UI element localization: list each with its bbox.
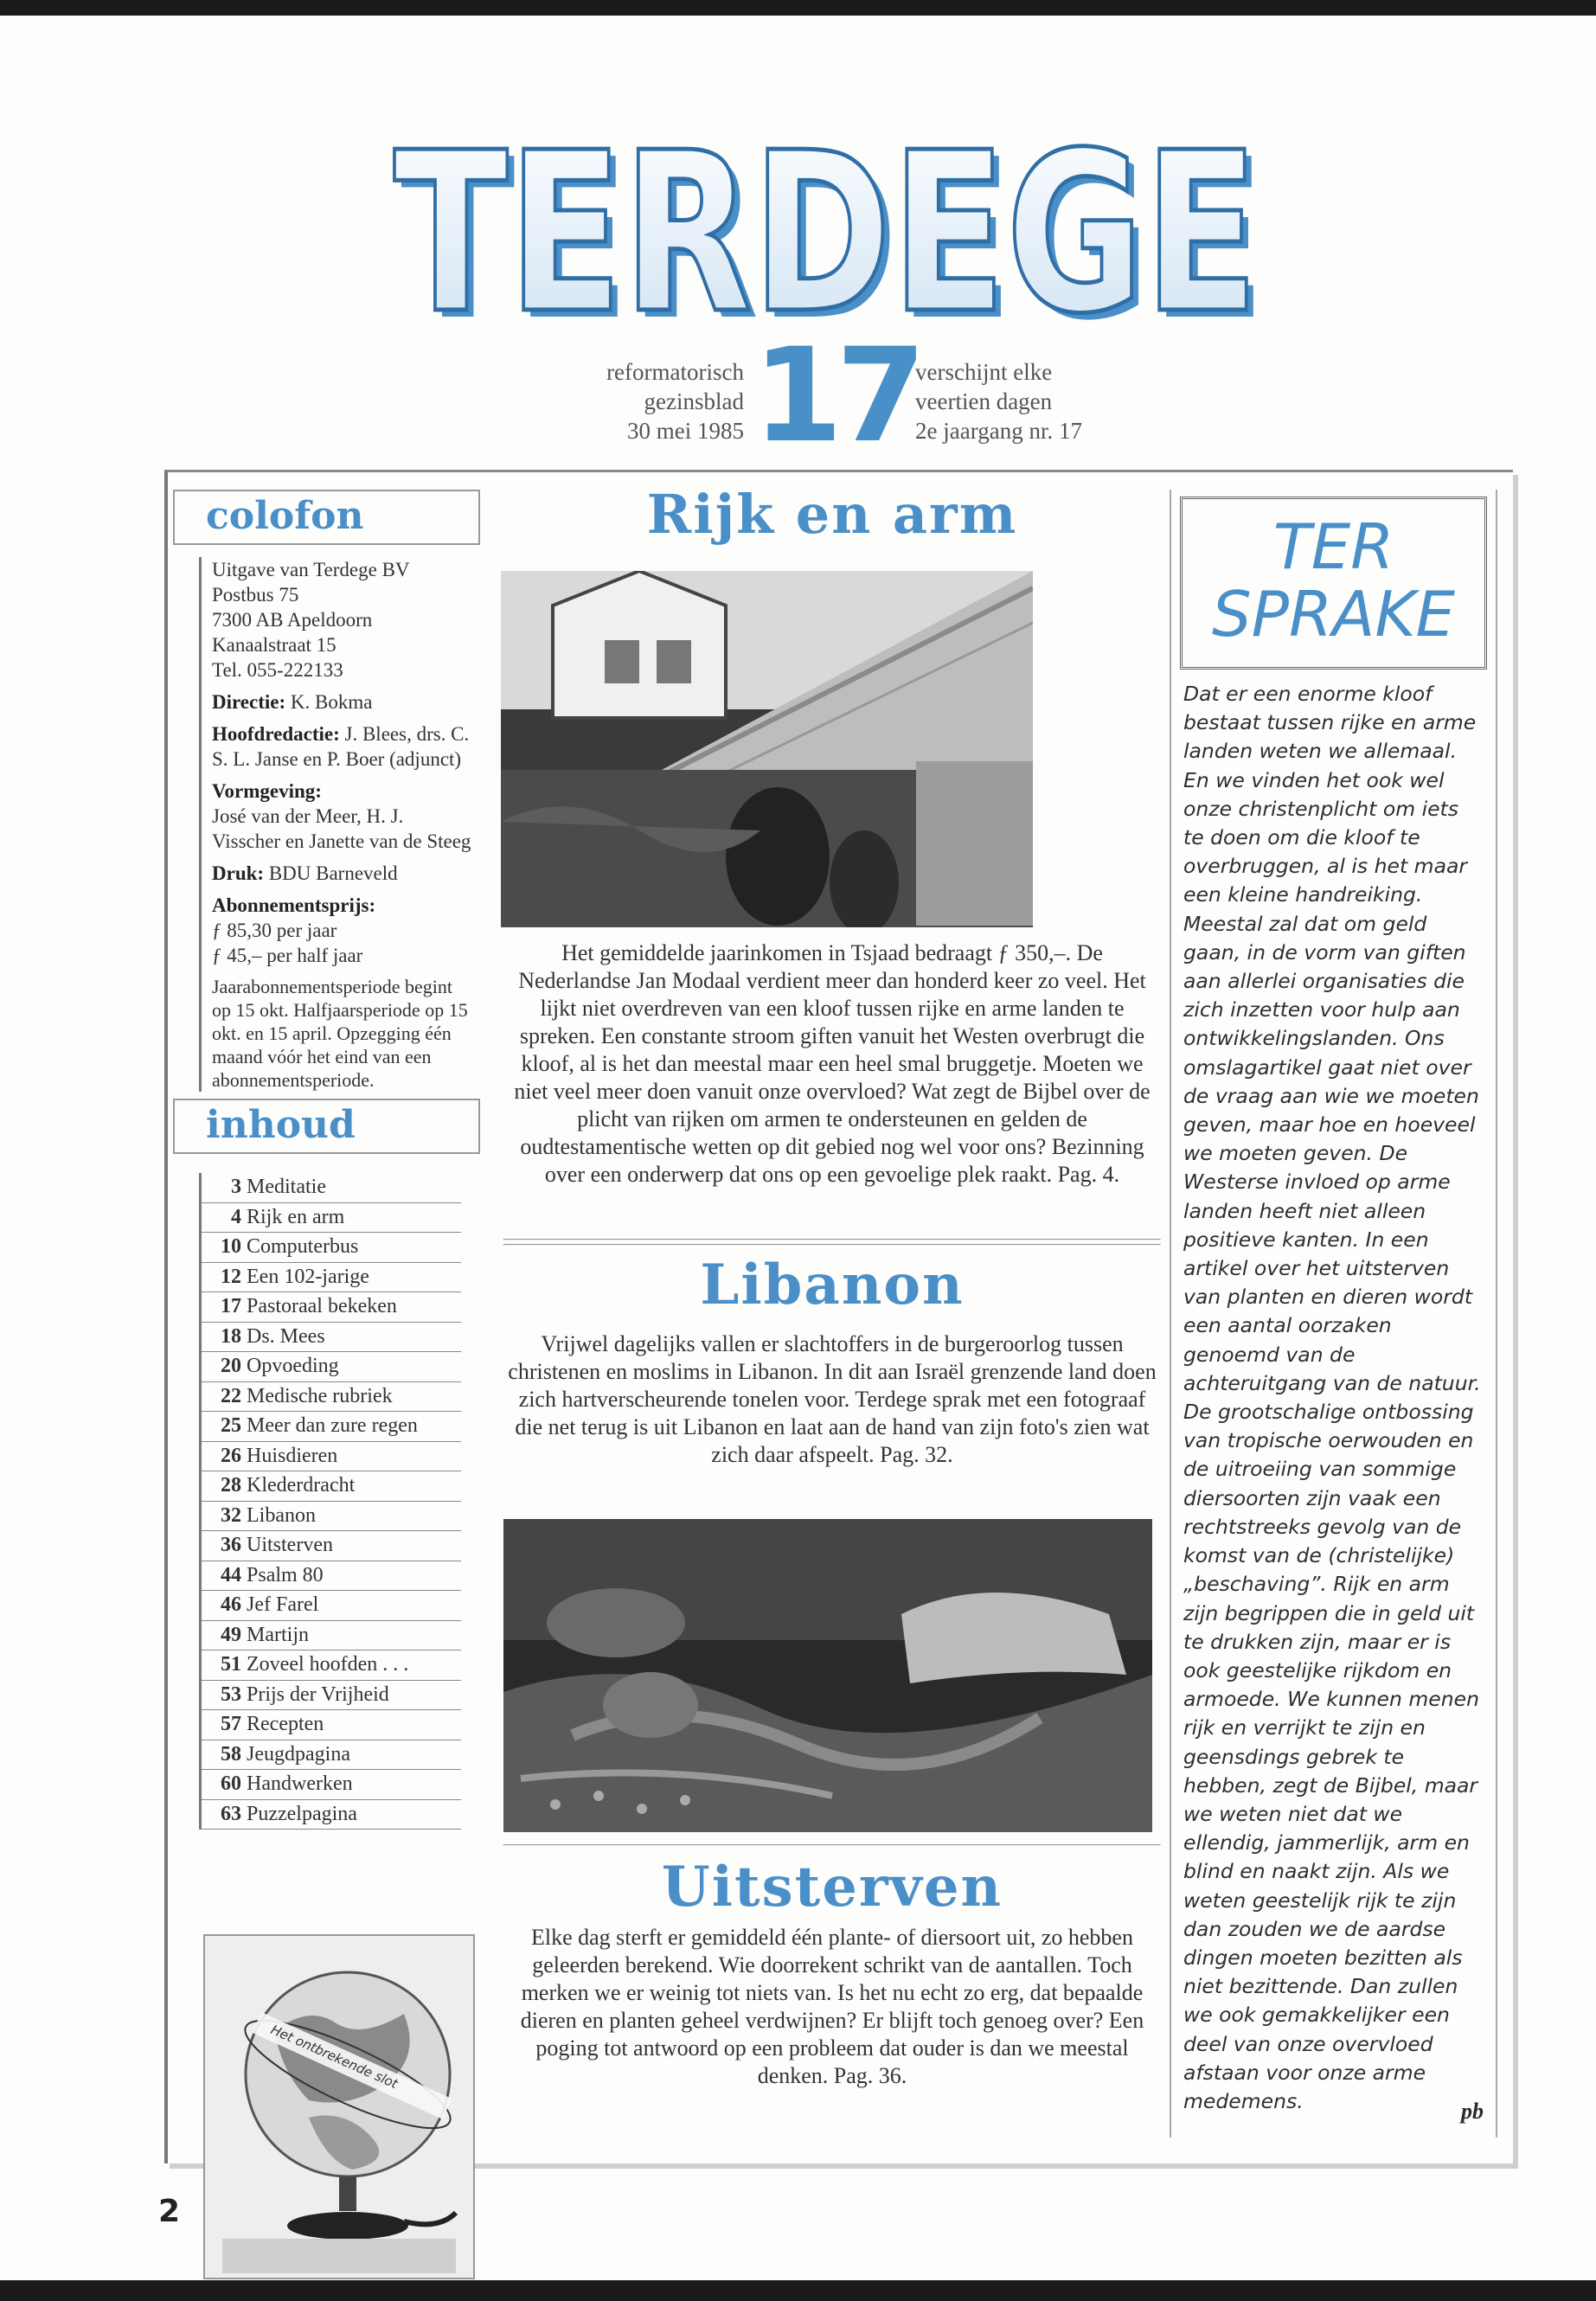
magazine-page	[0, 16, 1596, 2280]
divider-3	[503, 1844, 1161, 1846]
toc-page-number: 25	[221, 1414, 241, 1437]
globe-caption: Het ontbrekende slot	[268, 2022, 401, 2093]
headline-rijk-en-arm: Rijk en arm	[646, 483, 1018, 546]
toc-title: Zoveel hoofden . . .	[247, 1653, 409, 1676]
issue-info	[0, 321, 1596, 471]
toc-title: Psalm 80	[247, 1563, 324, 1586]
toc-page-number: 20	[221, 1355, 241, 1377]
list-item	[202, 1442, 461, 1472]
toc-page-number: 36	[221, 1534, 241, 1556]
author-signature: pb	[1461, 2099, 1484, 2124]
toc-page-number: 57	[221, 1713, 241, 1735]
toc-page-number: 12	[221, 1265, 241, 1288]
list-item	[202, 1412, 461, 1442]
ter-sprake-column	[1170, 490, 1497, 2138]
list-item	[202, 1233, 461, 1263]
list-item	[202, 1591, 461, 1621]
toc-title: Jef Farel	[247, 1593, 319, 1616]
toc-title: Jeugdpagina	[247, 1742, 350, 1766]
list-item	[202, 1770, 461, 1800]
left-column	[173, 490, 480, 1830]
list-item	[202, 1621, 461, 1651]
toc-title: Libanon	[247, 1503, 316, 1527]
list-item	[202, 1681, 461, 1711]
toc-title: Computerbus	[247, 1235, 359, 1258]
vormgeving: Vormgeving: José van der Meer, H. J. Visscher en Janette van de Steeg	[212, 780, 471, 852]
photo-rijk-en-arm	[501, 571, 1033, 927]
toc-page-number: 17	[221, 1295, 241, 1317]
toc-page-number: 18	[221, 1324, 241, 1348]
list-item	[202, 1710, 461, 1740]
toc-title: Handwerken	[247, 1772, 353, 1795]
list-item	[202, 1650, 461, 1681]
toc-page-number: 26	[221, 1444, 241, 1467]
table-of-contents	[199, 1173, 461, 1830]
toc-title: Pastoraal bekeken	[247, 1295, 397, 1317]
divider-1	[503, 1239, 1161, 1240]
issue-right-text: verschijnt elke veertien dagen 2e jaargang nr. 17	[915, 359, 1082, 444]
list-item	[202, 1263, 461, 1293]
list-item	[202, 1561, 461, 1592]
list-item	[202, 1531, 461, 1561]
abonnementsprijs: Abonnementsprijs: ƒ 85,30 per jaar ƒ 45,– per half jaar	[212, 894, 376, 966]
masthead-logo	[389, 132, 1263, 331]
toc-page-number: 22	[221, 1384, 241, 1407]
toc-page-number: 32	[221, 1503, 241, 1527]
toc-title: Recepten	[247, 1713, 324, 1735]
ter-sprake-heading: TER SPRAKE	[1180, 497, 1487, 670]
toc-title: Huisdieren	[247, 1444, 338, 1467]
list-item	[202, 1323, 461, 1353]
toc-page-number: 53	[221, 1682, 241, 1706]
toc-title: Rijk en arm	[247, 1205, 345, 1228]
list-item	[202, 1173, 461, 1203]
svg-text:TERDEGE: TERDEGE	[401, 132, 1263, 331]
toc-page-number: 28	[221, 1474, 241, 1497]
issue-left-text: reformatorisch gezinsblad 30 mei 1985	[606, 359, 744, 444]
article-libanon-text: Vrijwel dagelijks vallen er slachtoffers in de burgeroorlog tussen christenen en moslims in Libanon. In dit aan Israël grenzende land doen zich hartverscheurende tonelen voor. Terdege sprak met een fotograaf die net terug is uit Libanon en laat aan de hand van zijn foto's zien wat zich daar afspeelt. Pag. 32.	[508, 1331, 1157, 1467]
abonnementsperiode: Jaarabonnementsperiode begint op 15 okt. Halfjaarsperiode op 15 okt. en 15 april. Opzegging één maand vóór het eind van een abonnementsperiode.	[212, 976, 468, 1091]
toc-page-number: 10	[221, 1235, 241, 1258]
list-item	[202, 1352, 461, 1382]
toc-title: Meditatie	[247, 1176, 326, 1198]
list-item	[202, 1800, 461, 1830]
toc-title: Ds. Mees	[247, 1324, 325, 1348]
list-item	[202, 1292, 461, 1323]
toc-title: Klederdracht	[247, 1474, 356, 1497]
issue-number: 17	[753, 321, 920, 471]
toc-title: Een 102-jarige	[247, 1265, 369, 1288]
toc-title: Medische rubriek	[247, 1384, 393, 1407]
divider-2	[503, 1244, 1161, 1246]
list-item	[202, 1502, 461, 1532]
list-item	[202, 1740, 461, 1771]
directie: Directie: K. Bokma	[212, 691, 373, 713]
colofon-heading: colofon	[173, 490, 480, 545]
article-rijk-en-arm-text: Het gemiddelde jaarinkomen in Tsjaad bedraagt ƒ 350,–. De Nederlandse Jan Modaal verdient meer dan honderd keer zo veel. Het lijkt niet overdreven van een kloof tussen rijke en arme landen te spreken. Een constante stroom giften vanuit het Westen overbrugt die kloof, al is het dan meestal maar een heel smal bruggetje. Moeten we niet veel meer doen vanuit onze overvloed? Wat zegt de Bijbel over de plicht van rijken om armen te ondersteunen en gelden de oudtestamentische wetten op dit gebied nog wel voor ons? Bezinning over een onderwerp dat ons op een gevoelige plek raakt. Pag. 4.	[514, 940, 1151, 1187]
list-item	[202, 1471, 461, 1502]
globe-photo	[203, 1934, 475, 2279]
colofon-body	[199, 557, 471, 1092]
toc-title: Uitsterven	[247, 1534, 333, 1556]
list-item	[202, 1203, 461, 1234]
toc-title: Meer dan zure regen	[247, 1414, 418, 1437]
publisher-address: Uitgave van Terdege BV Postbus 75 7300 AB Apeldoorn Kanaalstraat 15 Tel. 055-222133	[212, 559, 410, 681]
masthead-title: TERDEGE	[394, 132, 1259, 331]
toc-page-number: 58	[221, 1742, 241, 1766]
page-number: 2	[158, 2194, 181, 2229]
hoofdredactie: Hoofdredactie: J. Blees, drs. C. S. L. Janse en P. Boer (adjunct)	[212, 723, 470, 770]
toc-title: Puzzelpagina	[247, 1802, 357, 1825]
article-uitsterven-text: Elke dag sterft er gemiddeld één plante- of diersoort uit, zo hebben geleerden berekend. Wie doorrekent schrikt van de aantallen. Toch merken we er weinig tot niets van. Is het nu echt zo erg, dat bepaalde dieren en planten geheel verdwijnen? Er blijft toch genoeg over? Een poging tot antwoord op een probleem dat ouder is dan we meestal denken. Pag. 36.	[520, 1925, 1144, 2088]
toc-page-number: 51	[221, 1653, 241, 1676]
headline-uitsterven: Uitsterven	[661, 1855, 1003, 1920]
toc-page-number: 4	[231, 1205, 241, 1228]
middle-column	[503, 483, 1161, 2090]
ter-sprake-text: Dat er een enorme kloof bestaat tussen rijke en arme landen weten we allemaal. En we vinden het ook wel onze christenplicht om iets te doen om die kloof te overbruggen, al is het maar een kleine handreiking. Meestal zal dat om geld gaan, in de vorm van giften aan allerlei organisaties die zich inzetten voor hulp aan ontwikkelingslanden. Ons omslagartikel gaat niet over de vraag aan wie we moeten geven, maar hoe en hoeveel we moeten geven. De Westerse invloed op arme landen heeft niet alleen positieve kanten. In een artikel over het uitsterven van planten en dieren wordt een aantal oorzaken genoemd van de achteruitgang van de natuur. De grootschalige ontbossing van tropische oerwouden en de uitroeiing van sommige diersoorten zijn vaak een rechtstreeks gevolg van de komst van de (christelijke) „beschaving”. Rijk en arm zijn begrippen die in geld uit te drukken zijn, maar er is ook geestelijke rijkdom en armoede. We kunnen menen rijk en verrijkt te zijn en geensdings gebrek te hebben, zegt de Bijbel, maar we weten niet dat we ellendig, jammerlijk, arm en blind en naakt zijn. Als we weten geestelijk rijk te zijn dan zouden we de aardse dingen moeten bezitten als niet bezittende. Dan zullen we ook gemakkelijker een deel van onze overvloed afstaan voor onze arme medemens.	[1183, 682, 1481, 2113]
toc-title: Opvoeding	[247, 1355, 339, 1377]
list-item	[202, 1382, 461, 1413]
toc-page-number: 60	[221, 1772, 241, 1795]
toc-page-number: 49	[221, 1623, 241, 1646]
druk: Druk: BDU Barneveld	[212, 862, 398, 884]
toc-page-number: 46	[221, 1593, 241, 1616]
toc-title: Martijn	[247, 1623, 309, 1646]
toc-page-number: 44	[221, 1563, 241, 1586]
photo-libanon	[503, 1519, 1152, 1832]
toc-title: Prijs der Vrijheid	[247, 1682, 389, 1706]
headline-libanon: Libanon	[700, 1253, 965, 1317]
inhoud-heading: inhoud	[173, 1099, 480, 1154]
toc-page-number: 63	[221, 1802, 241, 1825]
toc-page-number: 3	[231, 1176, 241, 1198]
